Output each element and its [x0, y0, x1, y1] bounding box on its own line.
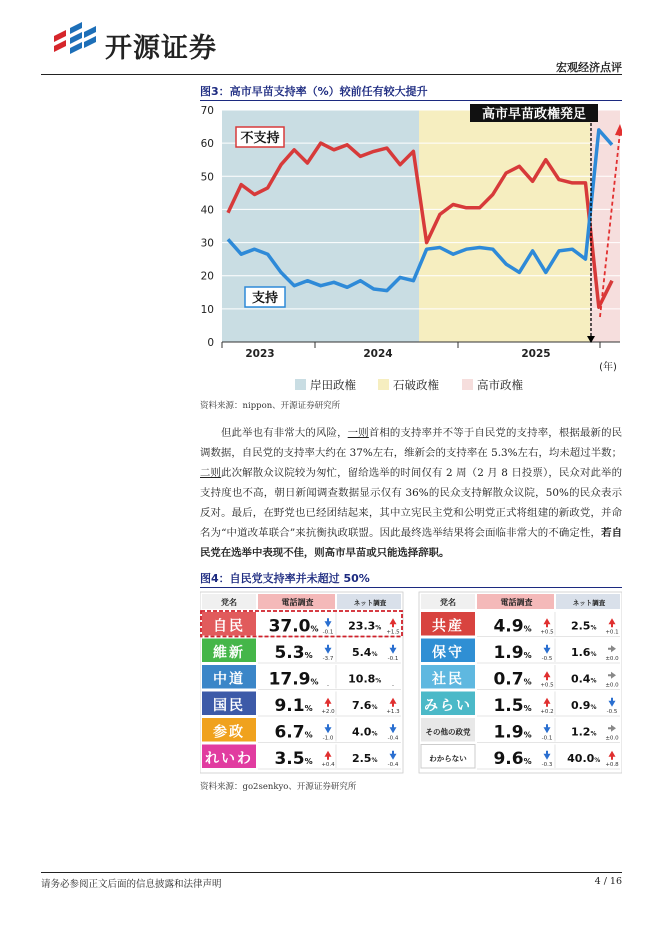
para-text-3: 此次解散众议院较为匆忙，留给选举的时间仅有 2 周（2 月 8 日投票），民众对此举的支持度也不高，朝日新闻调查数据显示仅有 36%的民众支持解散众议院，50%的民众表示反对。最后，在野党也已经团结起来，其中立宪民主党和公明党正式将组建的新政党，并命名为“中道改革联合”来抗衡执政联盟。因此最终选举结果将会面临非常大的不确定性，	[200, 467, 622, 539]
change-value: -0.5	[541, 655, 553, 662]
x-unit-label: (年)	[599, 362, 617, 373]
phone-value: 9.6%	[493, 748, 532, 769]
party-name: 共産	[432, 618, 464, 635]
net-value: 40.0%	[567, 751, 601, 765]
net-value: 2.5%	[351, 751, 378, 765]
y-tick-label: 60	[200, 138, 214, 151]
column-header-party: 党名	[440, 598, 456, 607]
party-name: 中道	[213, 671, 245, 688]
change-value: -0.1	[387, 655, 399, 662]
legend-label: 岸田政権	[310, 378, 356, 392]
change-value: -0.4	[387, 735, 399, 742]
net-value: 7.6%	[351, 698, 378, 712]
legend-label: 石破政権	[393, 378, 439, 392]
para-text-1: 但此举也有非常大的风险，	[220, 427, 348, 439]
para-underline-1: 一则	[347, 427, 369, 439]
brand-logo-icon	[52, 22, 100, 60]
phone-value: 1.5%	[493, 695, 532, 716]
header-divider	[41, 74, 622, 75]
change-value: +0.2	[540, 708, 554, 715]
x-tick-label: 2023	[245, 348, 275, 360]
change-value: -1.0	[322, 735, 334, 742]
column-header-net: ネット調査	[572, 599, 606, 607]
change-value: +1.3	[386, 708, 400, 715]
change-value: +1.5	[386, 629, 400, 636]
column-header-net: ネット調査	[353, 599, 387, 607]
figure4-title-rule	[200, 587, 622, 588]
approval-line-chart	[200, 102, 622, 398]
y-tick-label: 30	[200, 237, 214, 250]
change-value: +0.5	[540, 629, 554, 636]
phone-value: 4.9%	[493, 616, 532, 637]
change-value: ±0.0	[605, 655, 619, 662]
legend-swatch	[462, 379, 473, 390]
y-tick-label: 0	[207, 337, 214, 349]
y-tick-label: 50	[200, 171, 214, 184]
legend-swatch	[378, 379, 389, 390]
change-value: -0.1	[541, 735, 553, 742]
change-value: +2.0	[321, 708, 335, 715]
series-label-support: 支持	[251, 291, 279, 306]
column-header-phone: 電話調査	[500, 598, 533, 607]
legend-swatch	[295, 379, 306, 390]
party-name: みらい	[424, 697, 472, 714]
net-value: 10.8%	[348, 672, 382, 686]
change-value: +0.5	[540, 682, 554, 689]
change-value: +0.1	[605, 629, 619, 636]
party-name: れいわ	[205, 750, 253, 767]
figure3-title-rule	[200, 100, 622, 101]
para-text-2: 首相的支持率并不等于自民党的支持率，根据最新的民调数据，自民党的支持率大约在 37%左右，维新会的支持率在 5.3%左右，均未超过半数；	[200, 427, 623, 459]
net-value: 23.3%	[348, 619, 382, 633]
y-tick-label: 70	[200, 105, 214, 117]
banner-label: 高市早苗政権発足	[481, 107, 587, 122]
phone-value: 1.9%	[493, 642, 532, 663]
change-value: -0.4	[387, 761, 399, 768]
change-value: ±0.0	[605, 735, 619, 742]
y-tick-label: 20	[200, 270, 214, 283]
phone-value: 37.0%	[268, 616, 319, 637]
party-name: 国民	[213, 697, 245, 714]
party-poll-table	[200, 590, 622, 778]
net-value: 0.4%	[570, 672, 597, 686]
column-header-party: 党名	[221, 598, 237, 607]
phone-value: 3.5%	[274, 748, 313, 769]
phone-value: 0.7%	[493, 669, 532, 690]
footer-divider	[41, 872, 622, 873]
x-tick-label: 2024	[363, 348, 393, 360]
figure4-title: 图4：自民党支持率并未超过 50%	[200, 572, 370, 585]
phone-value: 6.7%	[274, 722, 313, 743]
para-bold-conclusion: 若自民党在选举中表现不佳，则高市早苗或只能选择辞职。	[200, 527, 622, 559]
section-tag: 宏观经济点评	[556, 61, 622, 74]
legend-label: 高市政権	[477, 378, 523, 392]
party-name: 社民	[432, 671, 464, 688]
phone-value: 1.9%	[493, 722, 532, 743]
column-header-phone: 電話調査	[281, 598, 314, 607]
net-value: 1.2%	[570, 725, 597, 739]
y-tick-label: 40	[200, 204, 214, 217]
phone-value: 9.1%	[274, 695, 313, 716]
figure3-source: 资料来源：nippon、开源证券研究所	[200, 401, 341, 411]
x-tick-label: 2025	[521, 348, 551, 360]
period-band	[419, 110, 590, 342]
footer-disclaimer: 请务必参阅正文后面的信息披露和法律声明	[41, 879, 222, 890]
net-value: 4.0%	[351, 725, 378, 739]
change-value: -	[327, 682, 329, 689]
body-paragraph	[200, 423, 622, 563]
change-value: +0.4	[321, 761, 335, 768]
party-name: 参政	[213, 724, 245, 741]
net-value: 2.5%	[570, 619, 597, 633]
brand-name: 开源证券	[105, 33, 217, 64]
phone-value: 5.3%	[274, 642, 313, 663]
change-value: -0.1	[322, 629, 334, 636]
party-name: わからない	[429, 753, 467, 763]
party-name: 維新	[213, 644, 245, 661]
party-name: その他の政党	[425, 727, 471, 737]
page-number: 4 / 16	[594, 876, 622, 887]
para-underline-2: 二则	[200, 467, 222, 479]
change-value: +0.8	[605, 761, 619, 768]
net-value: 1.6%	[570, 645, 597, 659]
period-band	[590, 110, 620, 342]
net-value: 5.4%	[351, 645, 378, 659]
change-value: -0.5	[606, 708, 618, 715]
series-label-oppose: 不支持	[240, 131, 280, 146]
change-value: -0.3	[541, 761, 553, 768]
party-name: 保守	[432, 644, 464, 661]
figure3-title: 图3：高市早苗支持率（%）较前任有较大提升	[200, 85, 428, 98]
change-value: -3.7	[322, 655, 334, 662]
party-name: 自民	[213, 618, 245, 635]
change-value: ±0.0	[605, 682, 619, 689]
phone-value: 17.9%	[268, 669, 319, 690]
net-value: 0.9%	[570, 698, 597, 712]
change-value: -	[392, 682, 394, 689]
y-tick-label: 10	[200, 303, 214, 316]
figure4-source: 资料来源：go2senkyo、开源证券研究所	[200, 782, 357, 792]
